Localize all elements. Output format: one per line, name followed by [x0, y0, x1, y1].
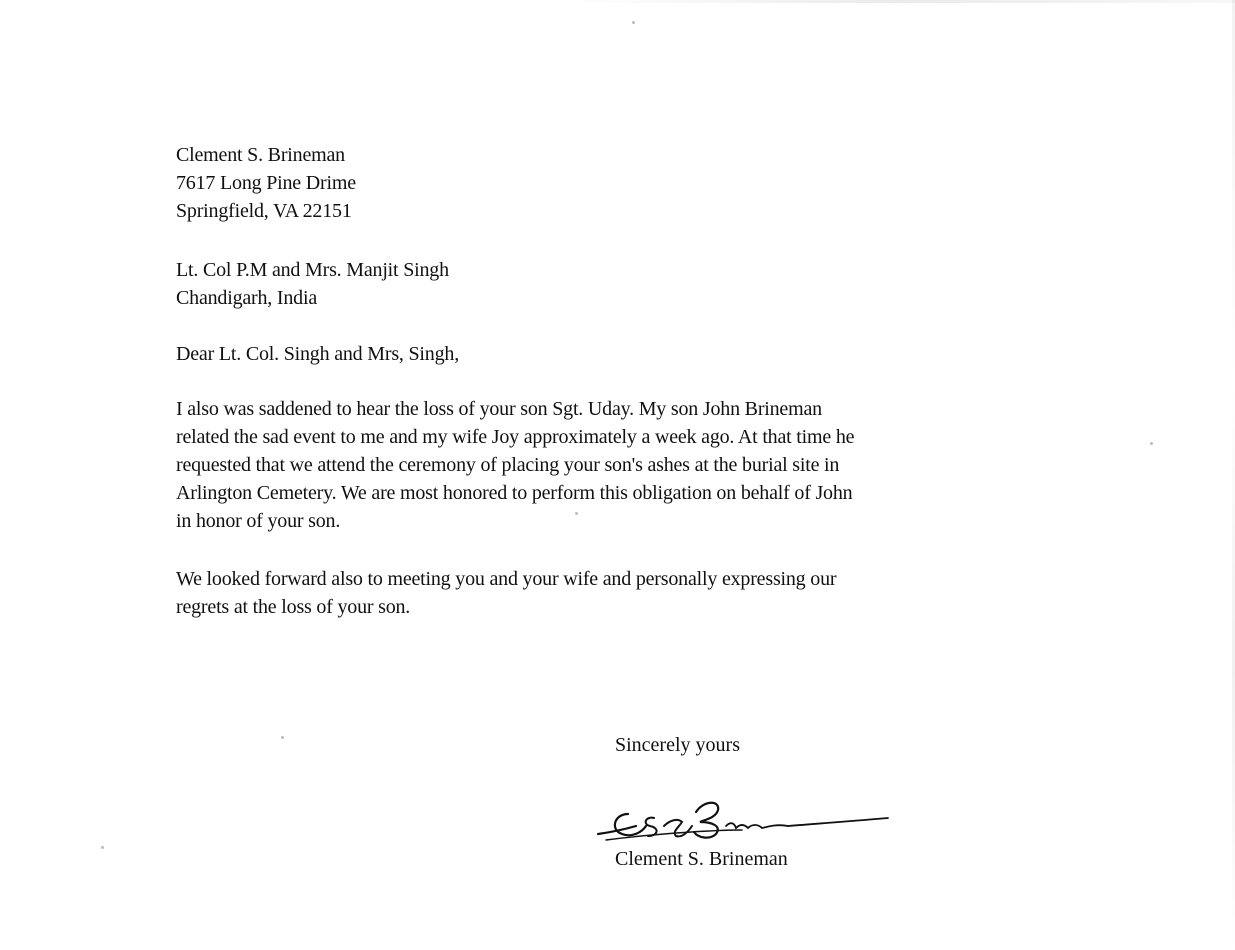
sender-city: Springfield, VA 22151	[176, 200, 352, 222]
signer-name: Clement S. Brineman	[615, 848, 788, 870]
paragraph-line: in honor of your son.	[176, 510, 341, 532]
scan-speck	[281, 736, 284, 739]
scan-shadow-top	[560, 0, 1235, 3]
recipient-address	[176, 256, 449, 312]
paragraph-line: regrets at the loss of your son.	[176, 596, 411, 618]
paragraph-line: related the sad event to me and my wife Joy approximately a week ago. At that time he	[176, 426, 855, 448]
closing: Sincerely yours	[615, 734, 740, 756]
body-paragraph-1	[176, 395, 854, 535]
sender-address	[176, 141, 356, 225]
scan-speck	[632, 21, 635, 24]
handwritten-signature	[592, 796, 892, 846]
paragraph-line: I also was saddened to hear the loss of your son Sgt. Uday. My son John Brineman	[176, 398, 822, 420]
paragraph-line: Arlington Cemetery. We are most honored to perform this obligation on behalf of John	[176, 482, 853, 504]
scan-speck	[101, 846, 104, 849]
sender-name: Clement S. Brineman	[176, 144, 345, 166]
salutation-text: Dear Lt. Col. Singh and Mrs, Singh,	[176, 343, 459, 365]
body-paragraph-2	[176, 565, 836, 621]
scan-speck	[1150, 442, 1153, 445]
recipient-location: Chandigarh, India	[176, 287, 318, 309]
salutation	[176, 340, 459, 368]
recipient-name: Lt. Col P.M and Mrs. Manjit Singh	[176, 259, 449, 281]
sender-street: 7617 Long Pine Drime	[176, 172, 356, 194]
paragraph-line: We looked forward also to meeting you and your wife and personally expressing our	[176, 568, 837, 590]
paragraph-line: requested that we attend the ceremony of placing your son's ashes at the burial site in	[176, 454, 840, 476]
